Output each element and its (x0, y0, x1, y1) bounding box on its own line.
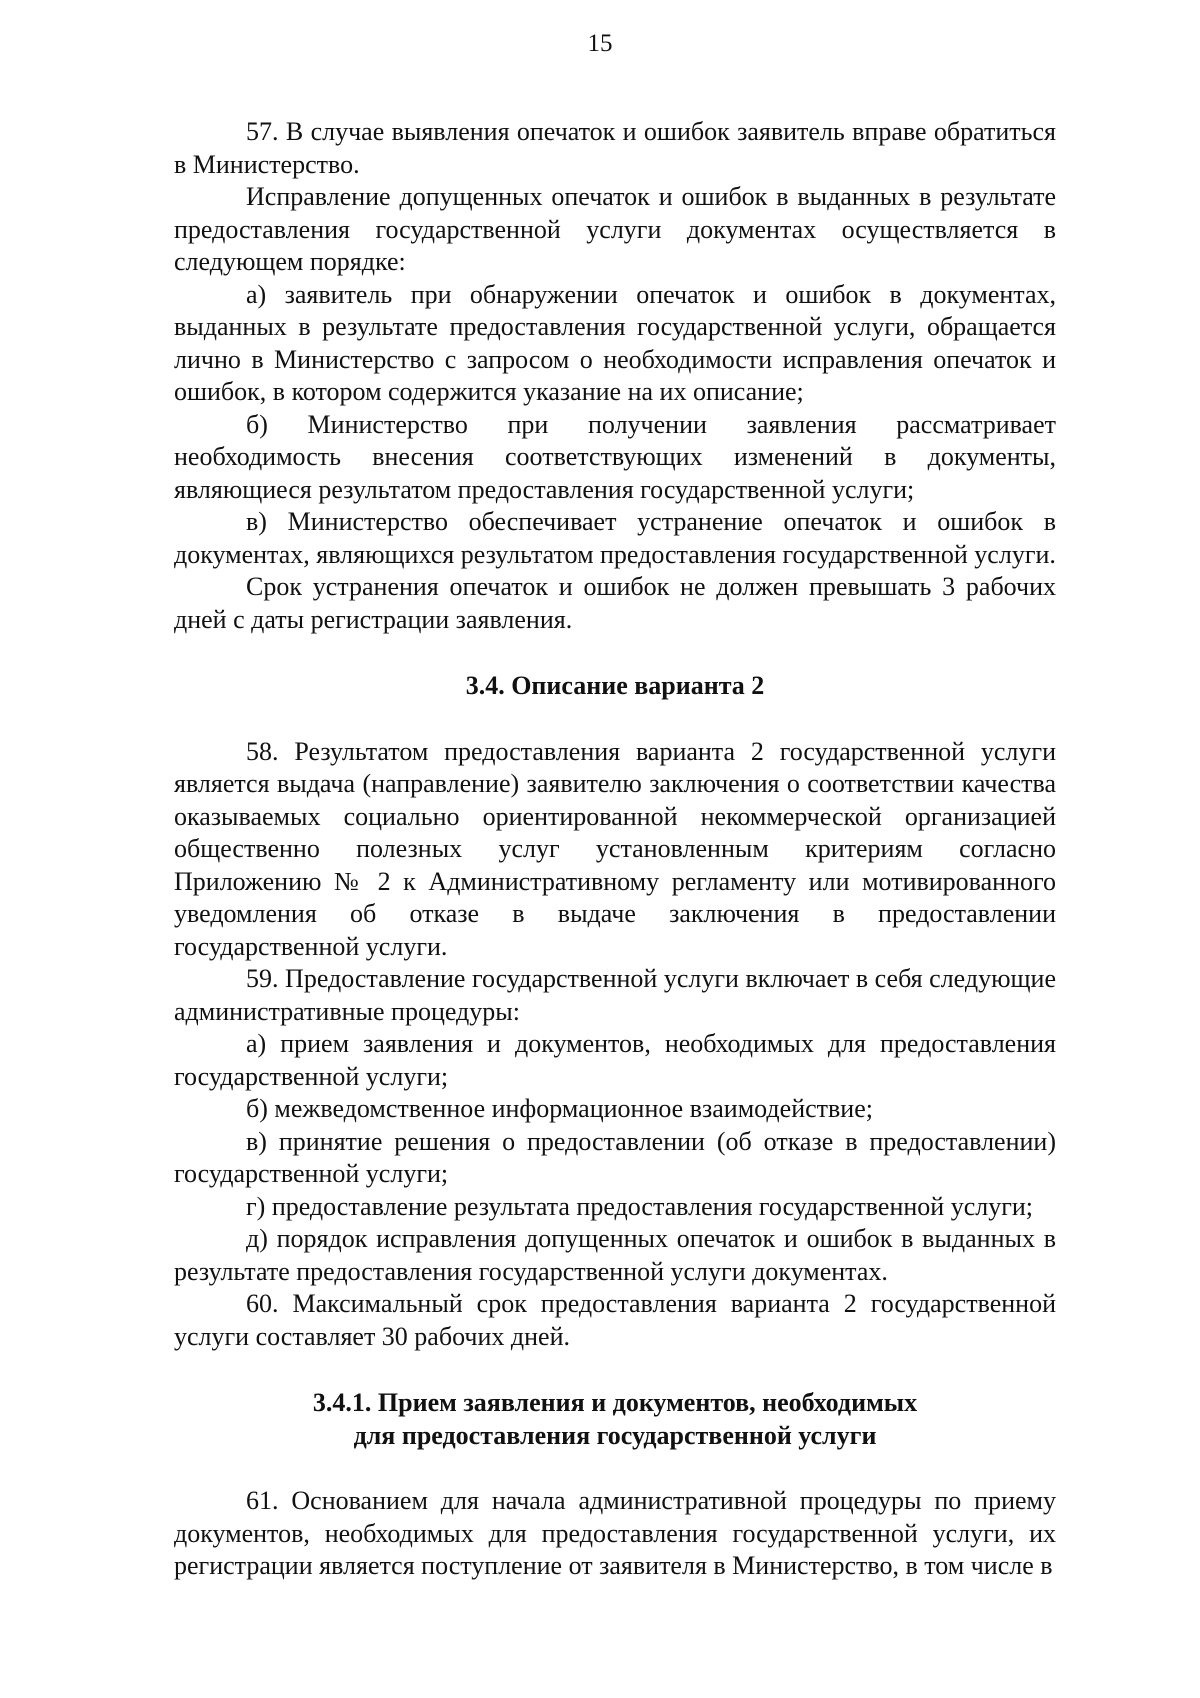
paragraph-60: 60. Максимальный срок предоставления варианта 2 государственной услуги составляет 30 рабочих дней. (174, 1289, 1056, 1351)
section-heading-3-4-1 (174, 1387, 1056, 1452)
section-heading-3-4: 3.4. Описание варианта 2 (465, 671, 765, 700)
paragraph-57-correction: Исправление допущенных опечаток и ошибок в выданных в результате предоставления государственной услуги документах осуществляется в следующем порядке: (174, 182, 1056, 276)
paragraph-57-item-a: а) заявитель при обнаружении опечаток и ошибок в документах, выданных в результате предоставления государственной услуги, обращается лично в Министерство с запросом о необходимости исправления опечаток и ошибок, в котором содержится указание на их описание; (174, 279, 1056, 406)
paragraph-57: 57. В случае выявления опечаток и ошибок заявитель вправе обратиться в Министерство. (174, 117, 1056, 179)
paragraph-58: 58. Результатом предоставления варианта 2 государственной услуги является выдача (направление) заявителю заключения о соответствии качества оказываемых социально ориентированной некоммерческой организацией общественно полезных услуг установленным критериям согласно Приложению № 2 к Административному регламенту или мотивированного уведомления об отказе в выдаче заключения в предоставлении государственной услуги. (174, 736, 1056, 961)
page-number: 15 (587, 30, 613, 57)
paragraph-57-item-v: в) Министерство обеспечивает устранение опечаток и ошибок в документах, являющихся результатом предоставления государственной услуги. (174, 507, 1056, 569)
paragraph-59-item-g: г) предоставление результата предоставления государственной услуги; (246, 1191, 1034, 1221)
paragraph-59-item-d: д) порядок исправления допущенных опечаток и ошибок в выданных в результате предоставления государственной услуги документах. (174, 1224, 1056, 1286)
paragraph-59-item-b: б) межведомственное информационное взаимодействие; (246, 1094, 873, 1123)
paragraph-59: 59. Предоставление государственной услуги включает в себя следующие административные процедуры: (174, 964, 1056, 1026)
section-heading-3-4-1-line-1: 3.4.1. Прием заявления и документов, необходимых (312, 1388, 918, 1417)
paragraph-61: 61. Основанием для начала административной процедуры по приему документов, необходимых для предоставления государственной услуги, их регистрации является поступление от заявителя в Министерство, в том числе в (174, 1486, 1056, 1580)
paragraph-57-item-b: б) Министерство при получении заявления рассматривает необходимость внесения соответствующих изменений в документы, являющиеся результатом предоставления государственной услуги; (174, 409, 1056, 504)
paragraph-59-item-v: в) принятие решения о предоставлении (об отказе в предоставлении) государственной услуги; (174, 1126, 1056, 1188)
paragraph-59-item-a: а) прием заявления и документов, необходимых для предоставления государственной услуги; (174, 1029, 1056, 1091)
section-heading-3-4-1-line-2: для предоставления государственной услуги (353, 1420, 877, 1450)
document-body (174, 116, 1056, 1583)
paragraph-57-term: Срок устранения опечаток и ошибок не должен превышать 3 рабочих дней с даты регистрации заявления. (174, 572, 1056, 634)
